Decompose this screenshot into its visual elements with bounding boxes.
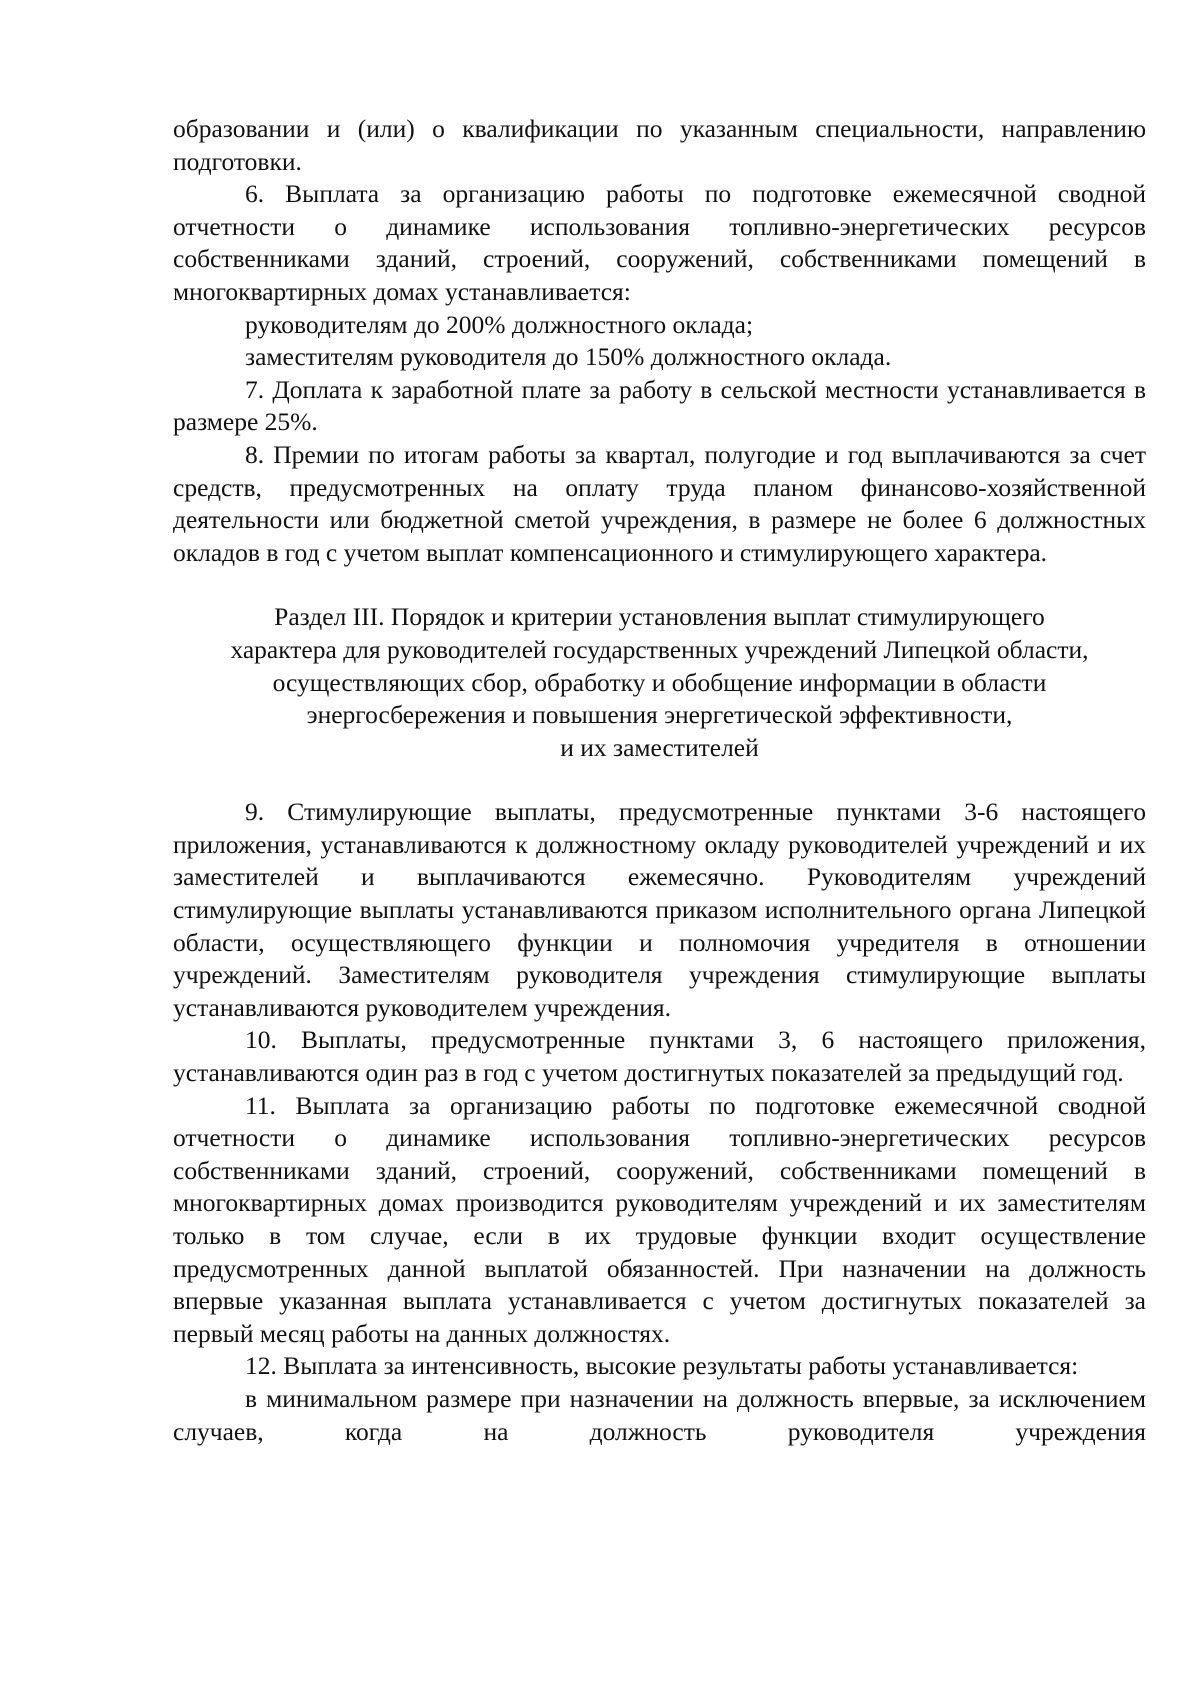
paragraph-6-item-heads: руководителям до 200% должностного оклада; (245, 309, 754, 339)
paragraph-11: 11. Выплата за организацию работы по подготовке ежемесячной сводной отчетности о динамике использования топливно-энергетических ресурсов собственниками зданий, строений, сооружений, собственниками помещений в многоквартирных домах производится руководителям учреждений и их заместителям только в том случае, если в их трудовые функции входит осуществление предусмотренных данной выплатой обязанностей. При назначении на должность впервые указанная выплата устанавливается с учетом достигнутых показателей за первый месяц работы на данных должностях. (173, 1090, 1146, 1348)
paragraph-7: 7. Доплата к заработной плате за работу в сельской местности устанавливается в размере 25%. (173, 374, 1146, 437)
section-heading-line: энергосбережения и повышения энергетической эффективности, (306, 700, 1013, 730)
paragraph-9: 9. Стимулирующие выплаты, предусмотренные пунктами 3-6 настоящего приложения, устанавливаются к должностному окладу руководителей учреждений и их заместителей и выплачиваются ежемесячно. Руководителям учреждений стимулирующие выплаты устанавливаются приказом исполнительного органа Липецкой области, осуществляющего функции и полномочия учредителя в отношении учреждений. Заместителям руководителя учреждения стимулирующие выплаты устанавливаются руководителем учреждения. (173, 797, 1146, 1022)
section-heading (173, 601, 1146, 764)
paragraph-5-continuation: образовании и (или) о квалификации по указанным специальности, направлению подготовки. (173, 114, 1146, 176)
section-heading-line: и их заместителей (560, 732, 759, 762)
document-page (173, 113, 1146, 1448)
paragraph-6: 6. Выплата за организацию работы по подготовке ежемесячной сводной отчетности о динамике использования топливно-энергетических ресурсов собственниками зданий, строений, сооружений, собственниками помещений в многоквартирных домах устанавливается: (173, 179, 1146, 306)
paragraph-10: 10. Выплаты, предусмотренные пунктами 3, 6 настоящего приложения, устанавливаются один раз в год с учетом достигнутых показателей за предыдущий год. (173, 1025, 1146, 1088)
section-heading-line: осуществляющих сбор, обработку и обобщение информации в области (272, 667, 1047, 697)
paragraph-12: 12. Выплата за интенсивность, высокие результаты работы устанавливается: (245, 1351, 1079, 1381)
paragraph-8: 8. Премии по итогам работы за квартал, полугодие и год выплачиваются за счет средств, предусмотренных на оплату труда планом финансово-хозяйственной деятельности или бюджетной сметой учреждения, в размере не более 6 должностных окладов в год с учетом выплат компенсационного и стимулирующего характера. (173, 439, 1146, 567)
section-heading-line: характера для руководителей государственных учреждений Липецкой области, (230, 634, 1089, 664)
paragraph-12-item-minimum: в минимальном размере при назначении на должность впервые, за исключением случаев, когда на должность руководителя учреждения (173, 1383, 1146, 1446)
section-heading-line: Раздел III. Порядок и критерии установления выплат стимулирующего (274, 602, 1045, 632)
paragraph-6-item-deputies: заместителям руководителя до 150% должностного оклада. (245, 342, 892, 372)
